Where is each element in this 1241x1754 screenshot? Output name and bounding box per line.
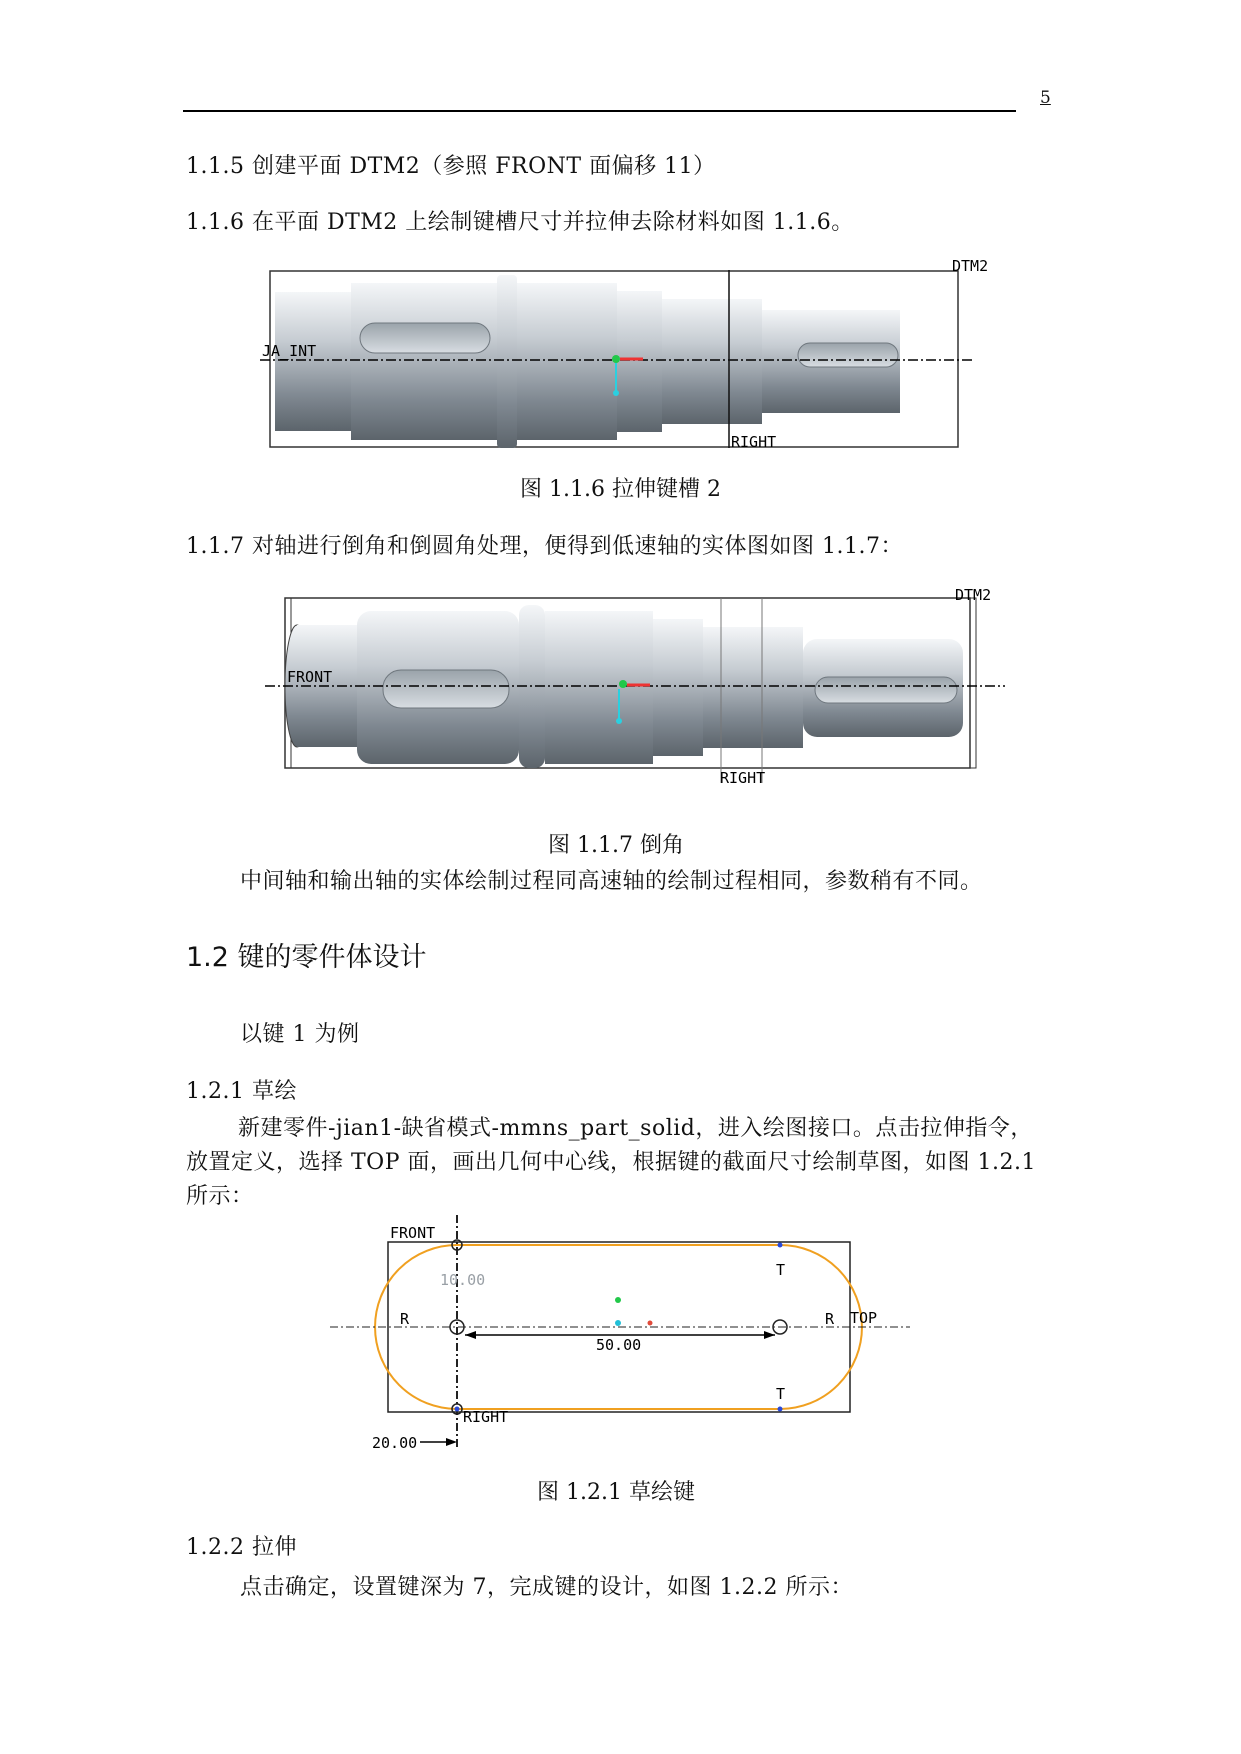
label-right: RIGHT xyxy=(720,769,766,787)
mark-t-top: T xyxy=(776,1261,786,1279)
paragraph-1-2-1: 新建零件-jian1-缺省模式-mmns_part_solid，进入绘图接口。点击拉伸指令，放置定义，选择 TOP 面，画出几何中心线，根据键的截面尺寸绘制草图，如图 1.2.1 所示： xyxy=(186,1116,1036,1209)
paragraph-middle-shaft: 中间轴和输出轴的实体绘制过程同高速轴的绘制过程相同，参数稍有不同。 xyxy=(240,869,983,894)
paragraph-example: 以键 1 为例 xyxy=(240,1022,360,1047)
label-front: FRONT xyxy=(390,1224,436,1242)
section-1-2-2: 1.2.2 拉伸 xyxy=(186,1535,297,1560)
section-1-2-1: 1.2.1 草绘 xyxy=(186,1079,297,1104)
caption-figure-1-1-6: 图 1.1.6 拉伸键槽 2 xyxy=(520,477,721,502)
caption-figure-1-2-1: 图 1.2.1 草绘键 xyxy=(537,1480,695,1505)
caption-figure-1-1-7: 图 1.1.7 倒角 xyxy=(548,833,684,858)
heading-1-2: 1.2 键的零件体设计 xyxy=(186,942,427,973)
keyway-right xyxy=(798,343,898,367)
page-number: 5 xyxy=(1040,88,1051,108)
mark-r-right: R xyxy=(825,1310,835,1328)
label-top: TOP xyxy=(850,1309,878,1327)
label-dtm2: DTM2 xyxy=(952,257,989,275)
dim-length: 50.00 xyxy=(596,1336,642,1354)
label-axis: JA_INT xyxy=(262,342,317,360)
label-dtm2: DTM2 xyxy=(955,586,992,604)
section-1-1-7: 1.1.7 对轴进行倒角和倒圆角处理，便得到低速轴的实体图如图 1.1.7： xyxy=(186,534,903,559)
keyway-left xyxy=(360,323,490,353)
label-right: RIGHT xyxy=(463,1408,509,1426)
label-right: RIGHT xyxy=(731,433,777,451)
section-1-1-6: 1.1.6 在平面 DTM2 上绘制键槽尺寸并拉伸去除材料如图 1.1.6。 xyxy=(186,210,854,235)
figure-1-2-1-key-sketch xyxy=(320,1210,920,1470)
mark-t-bottom: T xyxy=(776,1385,786,1403)
figure-1-1-7-chamfered-shaft xyxy=(265,585,1005,785)
paragraph-1-2-2: 点击确定，设置键深为 7，完成键的设计，如图 1.2.2 所示： xyxy=(240,1575,853,1600)
figure-1-1-6-shaft-keyway xyxy=(260,255,989,455)
keyway-left xyxy=(383,670,509,708)
label-front: FRONT xyxy=(287,668,333,686)
keyway-right xyxy=(815,677,957,703)
mark-r-left: R xyxy=(400,1310,410,1328)
header-rule xyxy=(183,110,1016,112)
section-1-1-5: 1.1.5 创建平面 DTM2（参照 FRONT 面偏移 11） xyxy=(186,154,716,179)
dim-offset: 20.00 xyxy=(372,1434,418,1452)
dim-height: 10.00 xyxy=(440,1271,486,1289)
